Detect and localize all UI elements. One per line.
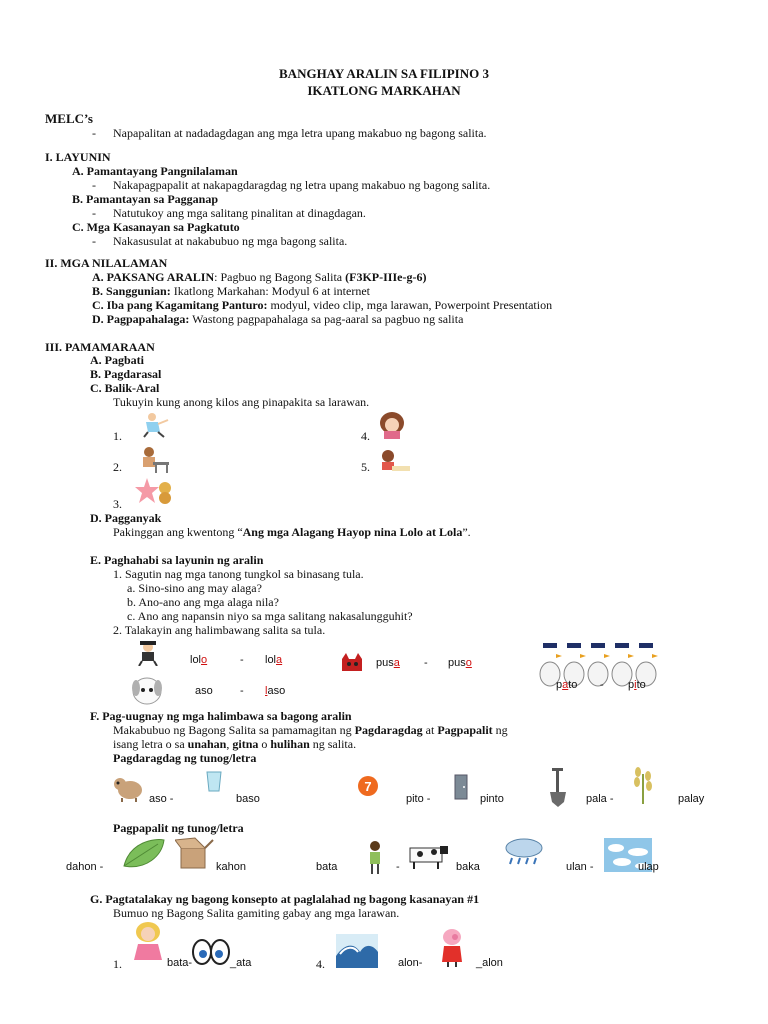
nilalaman-b-text: Ikatlong Markahan: Modyul 6 at internet: [170, 284, 370, 298]
word-bata: bata: [316, 861, 338, 873]
seven-icon: [358, 776, 378, 796]
running-child-image: [140, 412, 172, 438]
word-kahon: kahon: [216, 861, 246, 873]
word-dash: -: [396, 861, 400, 873]
bullet-dash: -: [92, 206, 96, 220]
section-heading-layunin: I. LAYUNIN: [45, 150, 111, 164]
svg-text:7: 7: [364, 779, 372, 794]
dog-image: [112, 774, 146, 802]
layunin-b-text: Natutukoy ang mga salitang pinalitan at dinagdagan.: [113, 206, 366, 220]
bullet-dash: -: [92, 178, 96, 192]
shovel-image: [546, 766, 570, 808]
crying-girl-image: [376, 411, 408, 439]
step-c-instruction: Tukuyin kung anong kilos ang pinapakita sa larawan.: [113, 395, 370, 409]
word-pato: pato: [556, 679, 578, 691]
nilalaman-c: [92, 298, 552, 313]
pig-character-image: [440, 928, 464, 968]
word-laso: laso: [265, 685, 286, 697]
step-e-question-1a: a. Sino-sino ang may alaga?: [127, 581, 262, 595]
eyes-image: [192, 938, 230, 966]
nilalaman-c-text: modyul, video clip, mga larawan, Powerpoint Presentation: [267, 298, 553, 312]
word-dash: -: [240, 685, 244, 697]
word-aso: aso: [195, 685, 213, 697]
nilalaman-c-label: C. Iba pang Kagamitang Panturo:: [92, 298, 268, 312]
word-lola: lola: [265, 654, 283, 666]
g-item-number-1: 1.: [113, 957, 122, 971]
step-e-question-1c: c. Ano ang napansin niyo sa mga salitang nakasalungguhit?: [127, 609, 413, 623]
nilalaman-d-label: D. Pagpapahalaga:: [92, 312, 190, 326]
step-a: A. Pagbati: [90, 353, 144, 367]
step-f-line-2: isang letra o sa unahan, gitna o hulihan ng salita.: [113, 737, 357, 751]
nilalaman-a: [92, 270, 426, 285]
word-dash: -: [424, 657, 428, 669]
rice-plant-image: [628, 764, 658, 804]
item-number-2: 2.: [113, 460, 122, 474]
bullet-dash: -: [92, 126, 96, 140]
word-bata-blank: bata-: [167, 957, 193, 969]
step-g-instruction: Bumuo ng Bagong Salita gamiting gabay ang mga larawan.: [113, 906, 400, 920]
wave-image: [336, 934, 378, 968]
step-e-question-1: 1. Sagutin nag mga tanong tungkol sa binasang tula.: [113, 567, 364, 581]
word-pito-pair: pito -: [406, 793, 431, 805]
step-e: E. Paghahabi sa layunin ng aralin: [90, 553, 264, 567]
nilalaman-d-text: Wastong pagpapahalaga sa pag-aaral sa pagbuo ng salita: [189, 312, 464, 326]
pagpapalit-heading: Pagpapalit ng tunog/letra: [113, 821, 244, 835]
layunin-a-label: A. Pamantayang Pangnilalaman: [72, 164, 238, 178]
bullet-dash: -: [92, 234, 96, 248]
item-number-4: 4.: [361, 429, 370, 443]
nilalaman-a-code: (F3KP-IIIe-g-6): [345, 270, 427, 284]
word-lolo: lolo: [190, 654, 208, 666]
word-lon-blank: _alon: [476, 957, 503, 969]
starfish-with-food-image: [135, 476, 175, 506]
g-item-number-4: 4.: [316, 957, 325, 971]
step-d-text: [113, 525, 471, 540]
cat-image: [338, 651, 366, 675]
item-number-5: 5.: [361, 460, 370, 474]
rain-cloud-image: [502, 836, 546, 868]
document-title: BANGHAY ARALIN SA FILIPINO 3: [279, 66, 489, 81]
word-palay: palay: [678, 793, 705, 805]
word-pinto: pinto: [480, 793, 504, 805]
child-image: [364, 840, 386, 876]
box-image: [175, 836, 215, 870]
item-number-3: 3.: [113, 497, 122, 511]
layunin-c-text: Nakasusulat at nakabubuo ng mga bagong salita.: [113, 234, 348, 248]
nilalaman-a-label: A. PAKSANG ARALIN: [92, 270, 215, 284]
door-image: [454, 774, 468, 800]
word-pala-pair: pala -: [586, 793, 614, 805]
word-pito: pito: [628, 679, 646, 691]
item-number-1: 1.: [113, 429, 122, 443]
nilalaman-b-label: B. Sanggunian:: [92, 284, 171, 298]
step-d: D. Pagganyak: [90, 511, 162, 525]
step-f-line-1: Makabubuo ng Bagong Salita sa pamamagitan ng Pagdaragdag at Pagpapalit ng: [113, 723, 508, 737]
leaf-image: [122, 836, 166, 870]
section-heading-pamamaraan: III. PAMAMARAAN: [45, 340, 155, 354]
step-f: F. Pag-uugnay ng mga halimbawa sa bagong aralin: [90, 709, 352, 723]
word-aso-pair: aso -: [149, 793, 174, 805]
section-heading-nilalaman: II. MGA NILALAMAN: [45, 256, 168, 270]
step-d-pre: Pakinggan ang kwentong “: [113, 525, 243, 539]
step-g: G. Pagtatalakay ng bagong konsepto at paglalahad ng bagong kasanayan #1: [90, 892, 480, 906]
step-b: B. Pagdarasal: [90, 367, 162, 381]
glass-image: [205, 770, 223, 792]
layunin-b-label: B. Pamantayan sa Pagganap: [72, 192, 219, 206]
nilalaman-a-text: : Pagbuo ng Bagong Salita: [214, 270, 346, 284]
word-pusa: pusa: [376, 657, 400, 669]
cow-image: [404, 842, 450, 870]
nilalaman-b: [92, 284, 370, 299]
step-e-question-1b: b. Ano-ano ang mga alaga nila?: [127, 595, 279, 609]
word-alon-blank: alon-: [398, 957, 423, 969]
story-title: Ang mga Alagang Hayop nina Lolo at Lola: [242, 525, 463, 539]
word-ata-blank: _ata: [230, 957, 252, 969]
word-ulan-pair: ulan -: [566, 861, 594, 873]
old-man-image: [134, 640, 162, 666]
word-baso: baso: [236, 793, 260, 805]
nilalaman-d: [92, 312, 463, 327]
child-writing-image: [376, 448, 412, 474]
melc-heading: MELC’s: [45, 111, 93, 126]
layunin-c-label: C. Mga Kasanayan sa Pagkatuto: [72, 220, 240, 234]
word-baka: baka: [456, 861, 480, 873]
document-subtitle: IKATLONG MARKAHAN: [307, 83, 461, 98]
puppy-image: [130, 676, 164, 706]
step-c: C. Balik-Aral: [90, 381, 160, 395]
step-d-post: ”.: [462, 525, 471, 539]
person-at-desk-image: [135, 446, 171, 474]
word-puso: puso: [448, 657, 472, 669]
word-dash: -: [600, 679, 604, 691]
word-dash: -: [240, 654, 244, 666]
step-e-question-2: 2. Talakayin ang halimbawang salita sa tula.: [113, 623, 326, 637]
pagdaragdag-heading: Pagdaragdag ng tunog/letra: [113, 751, 257, 765]
layunin-a-text: Nakapagpapalit at nakapagdaragdag ng letra upang makabuo ng bagong salita.: [113, 178, 491, 192]
word-ulap: ulap: [638, 861, 659, 873]
girl-image: [128, 920, 168, 964]
melc-item: Napapalitan at nadadagdagan ang mga letra upang makabuo ng bagong salita.: [113, 126, 487, 140]
word-dahon: dahon -: [66, 861, 104, 873]
